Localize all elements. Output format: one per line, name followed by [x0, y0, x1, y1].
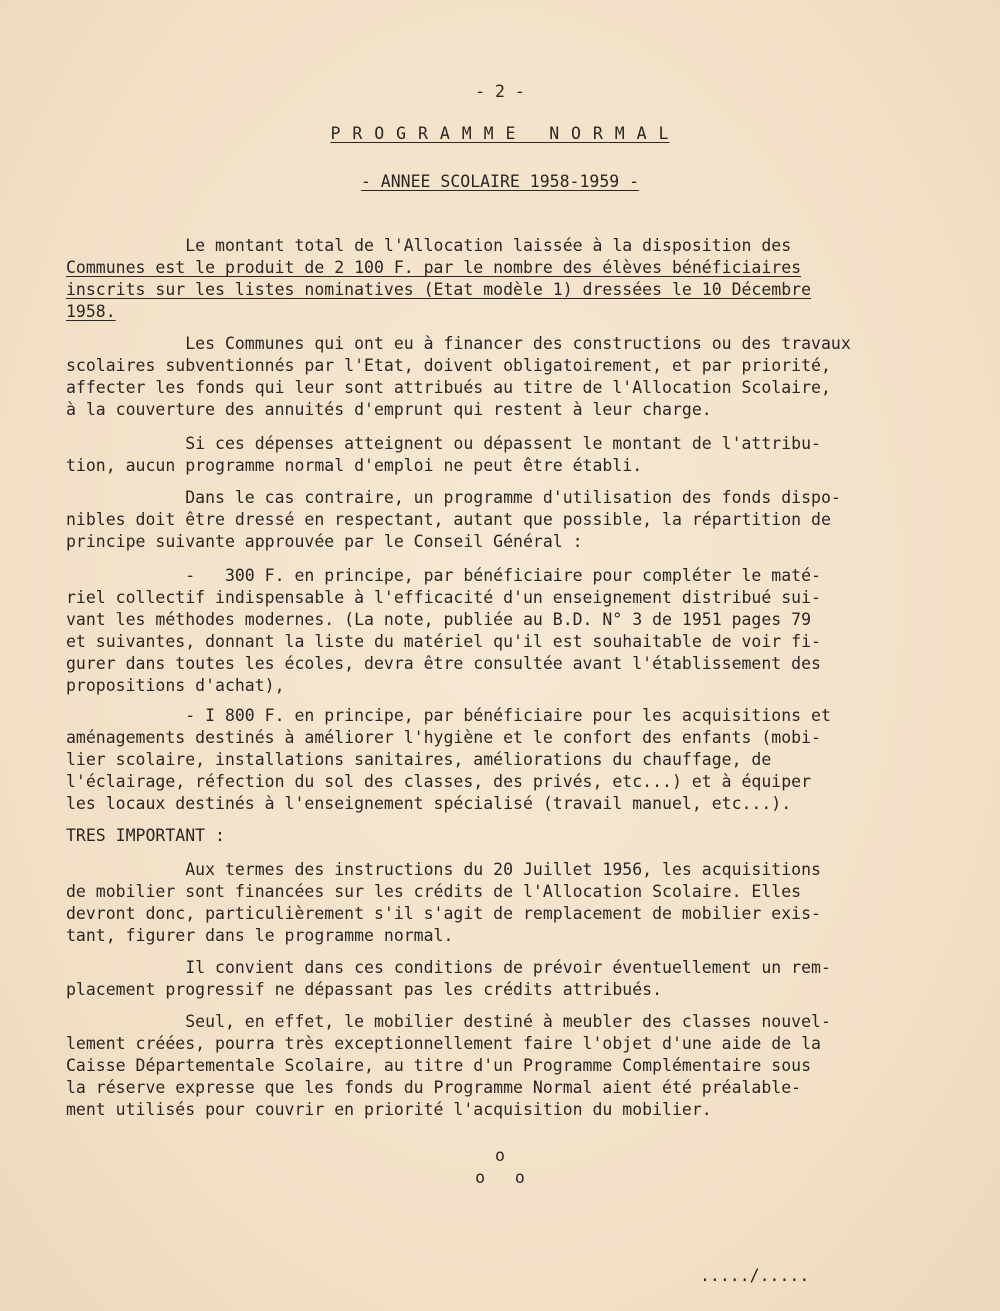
page-number: - 2 - — [475, 82, 525, 101]
ornament-top: o — [495, 1146, 505, 1165]
body-line: affecter les fonds qui leur sont attribués au titre de l'Allocation Scolaire, — [66, 378, 831, 397]
body-line: Dans le cas contraire, un programme d'utilisation des fonds dispo- — [66, 488, 841, 507]
document-title: P R O G R A M M E N O R M A L — [330, 124, 670, 143]
document-subtitle: - ANNEE SCOLAIRE 1958-1959 - — [360, 172, 640, 191]
body-line: Si ces dépenses atteignent ou dépassent le montant de l'attribu- — [66, 434, 821, 453]
body-line: lement créées, pourra très exceptionnellement faire l'objet d'une aide de la — [66, 1034, 821, 1053]
ornament-bottom: o o — [475, 1168, 525, 1187]
body-line: inscrits sur les listes nominatives (Etat modèle 1) dressées le 10 Décembre — [66, 280, 812, 299]
body-line: principe suivante approuvée par le Conseil Général : — [66, 532, 583, 551]
body-line: - I 800 F. en principe, par bénéficiaire pour les acquisitions et — [66, 706, 831, 725]
continuation-mark: ...../..... — [700, 1266, 810, 1285]
body-line: Caisse Départementale Scolaire, au titre d'un Programme Complémentaire sous — [66, 1056, 812, 1075]
body-line: vant les méthodes modernes. (La note, publiée au B.D. N° 3 de 1951 pages 79 — [66, 610, 812, 629]
body-line: devront donc, particulièrement s'il s'agit de remplacement de mobilier exis- — [66, 904, 821, 923]
body-line: Les Communes qui ont eu à financer des constructions ou des travaux — [66, 334, 851, 353]
body-line: Il convient dans ces conditions de prévoir éventuellement un rem- — [66, 958, 831, 977]
body-line: 1958. — [66, 302, 116, 321]
body-line: les locaux destinés à l'enseignement spécialisé (travail manuel, etc...). — [66, 794, 792, 813]
body-line: riel collectif indispensable à l'efficacité d'un enseignement distribué sui- — [66, 588, 821, 607]
body-line: propositions d'achat), — [66, 676, 285, 695]
body-line: Seul, en effet, le mobilier destiné à meubler des classes nouvel- — [66, 1012, 831, 1031]
body-line: aménagements destinés à améliorer l'hygiène et le confort des enfants (mobi- — [66, 728, 821, 747]
body-line: Communes est le produit de 2 100 F. par le nombre des élèves bénéficiaires — [66, 258, 802, 277]
body-line: tion, aucun programme normal d'emploi ne peut être établi. — [66, 456, 643, 475]
body-line: l'éclairage, réfection du sol des classes, des privés, etc...) et à équiper — [66, 772, 812, 791]
body-line: lier scolaire, installations sanitaires, améliorations du chauffage, de — [66, 750, 772, 769]
body-line: - 300 F. en principe, par bénéficiaire pour compléter le maté- — [66, 566, 821, 585]
body-line: de mobilier sont financées sur les crédits de l'Allocation Scolaire. Elles — [66, 882, 802, 901]
body-line: la réserve expresse que les fonds du Programme Normal aient été préalable- — [66, 1078, 802, 1097]
body-line: ment utilisés pour couvrir en priorité l'acquisition du mobilier. — [66, 1100, 712, 1119]
body-line: gurer dans toutes les écoles, devra être consultée avant l'établissement des — [66, 654, 821, 673]
body-line: et suivantes, donnant la liste du matériel qu'il est souhaitable de voir fi- — [66, 632, 821, 651]
body-line: à la couverture des annuités d'emprunt qui restent à leur charge. — [66, 400, 712, 419]
body-line: Aux termes des instructions du 20 Juillet 1956, les acquisitions — [66, 860, 821, 879]
body-line: nibles doit être dressé en respectant, autant que possible, la répartition de — [66, 510, 831, 529]
body-line: Le montant total de l'Allocation laissée à la disposition des — [66, 236, 792, 255]
body-line: scolaires subventionnés par l'Etat, doivent obligatoirement, et par priorité, — [66, 356, 831, 375]
body-line: tant, figurer dans le programme normal. — [66, 926, 454, 945]
body-line: placement progressif ne dépassant pas les crédits attribués. — [66, 980, 663, 999]
body-line: TRES IMPORTANT : — [66, 826, 225, 845]
